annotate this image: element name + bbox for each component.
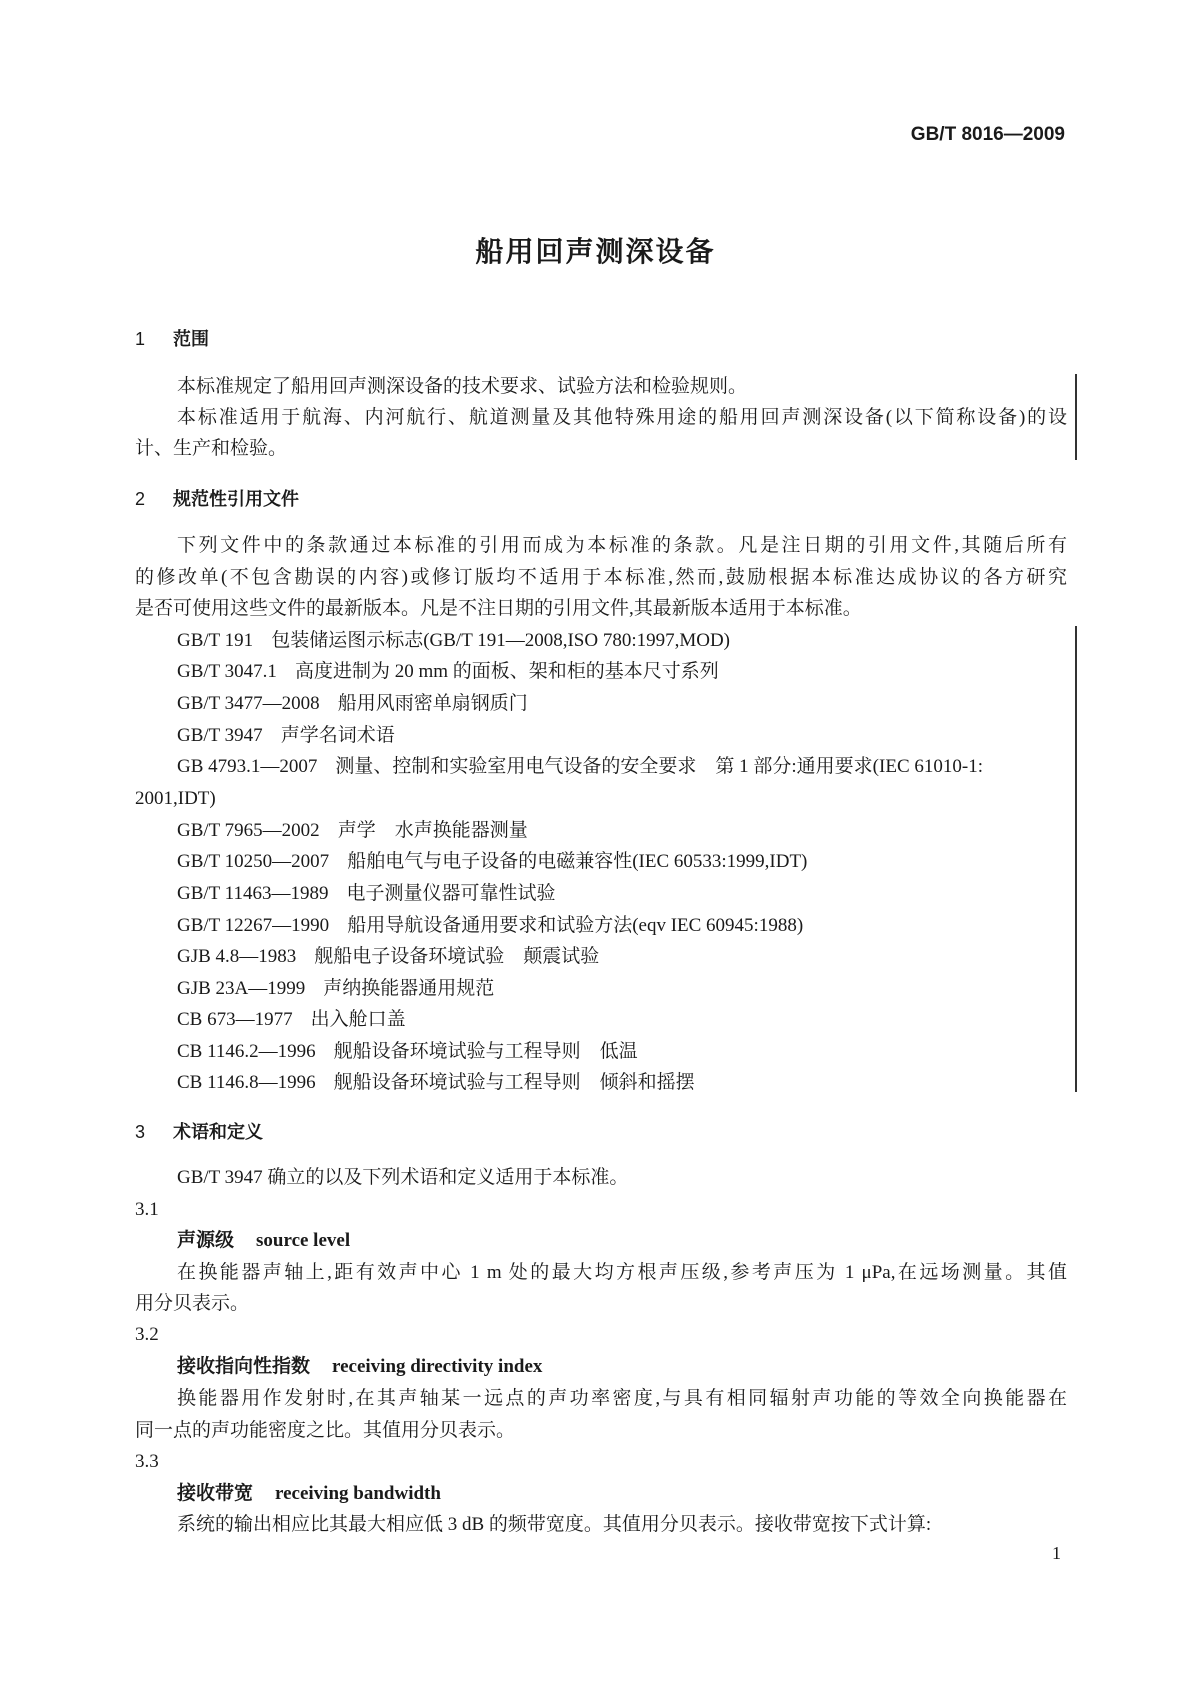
reference-item: CB 1146.2—1996 舰船设备环境试验与工程导则 低温 bbox=[177, 1041, 638, 1062]
reference-item: GB/T 191 包装储运图示标志(GB/T 191—2008,ISO 780:1997,MOD) bbox=[177, 630, 731, 651]
standard-number: GB/T 8016—2009 bbox=[910, 124, 1065, 145]
reference-item: CB 1146.8—1996 舰船设备环境试验与工程导则 倾斜和摇摆 bbox=[177, 1072, 695, 1093]
term-definition-line: 同一点的声功能密度之比。其值用分贝表示。 bbox=[135, 1420, 516, 1441]
reference-item: GB/T 7965—2002 声学 水声换能器测量 bbox=[177, 820, 528, 841]
paragraph-line: 是否可使用这些文件的最新版本。凡是不注日期的引用文件,其最新版本适用于本标准。 bbox=[135, 598, 862, 619]
section-title: 术语和定义 bbox=[173, 1122, 263, 1142]
reference-item: GB/T 12267—1990 船用导航设备通用要求和试验方法(eqv IEC 60945:1988) bbox=[177, 915, 804, 936]
reference-item: GB 4793.1—2007 测量、控制和实验室用电气设备的安全要求 第 1 部分:通用要求(IEC 61010-1: bbox=[177, 756, 983, 777]
term-definition-line: 用分贝表示。 bbox=[135, 1293, 250, 1314]
reference-item: GB/T 11463—1989 电子测量仪器可靠性试验 bbox=[177, 883, 556, 904]
section-2-heading bbox=[135, 483, 299, 515]
term-definition-line: 在换能器声轴上,距有效声中心 1 m 处的最大均方根声压级,参考声压为 1 μPa,在远场测量。其值 bbox=[177, 1262, 1067, 1283]
change-bar bbox=[1075, 374, 1077, 460]
section-1-heading bbox=[135, 323, 209, 355]
term-title: 声源级 source level bbox=[177, 1230, 351, 1251]
term-title: 接收带宽 receiving bandwidth bbox=[177, 1483, 441, 1504]
reference-item: GB/T 10250—2007 船舶电气与电子设备的电磁兼容性(IEC 60533:1999,IDT) bbox=[177, 851, 808, 872]
section-number: 3 bbox=[135, 1122, 146, 1142]
paragraph: GB/T 3947 确立的以及下列术语和定义适用于本标准。 bbox=[177, 1167, 629, 1188]
section-3-heading bbox=[135, 1116, 263, 1148]
term-title: 接收指向性指数 receiving directivity index bbox=[177, 1356, 543, 1377]
section-title: 规范性引用文件 bbox=[173, 489, 299, 509]
term-number: 3.2 bbox=[135, 1324, 159, 1345]
section-number: 2 bbox=[135, 489, 146, 509]
term-definition-line: 换能器用作发射时,在其声轴某一远点的声功率密度,与具有相同辐射声功能的等效全向换能器在 bbox=[177, 1388, 1067, 1409]
paragraph-line: 计、生产和检验。 bbox=[135, 438, 288, 459]
term-number: 3.1 bbox=[135, 1199, 159, 1220]
section-number: 1 bbox=[135, 329, 146, 349]
reference-item: GB/T 3047.1 高度进制为 20 mm 的面板、架和柜的基本尺寸系列 bbox=[177, 661, 719, 682]
reference-item: CB 673—1977 出入舱口盖 bbox=[177, 1009, 406, 1030]
paragraph-line: 下列文件中的条款通过本标准的引用而成为本标准的条款。凡是注日期的引用文件,其随后所有 bbox=[177, 535, 1067, 556]
reference-item-continuation: 2001,IDT) bbox=[135, 788, 216, 809]
paragraph: 本标准规定了船用回声测深设备的技术要求、试验方法和检验规则。 bbox=[177, 376, 748, 397]
paragraph-line: 的修改单(不包含勘误的内容)或修订版均不适用于本标准,然而,鼓励根据本标准达成协议的各方研究 bbox=[135, 567, 1067, 588]
change-bar bbox=[1075, 626, 1077, 1092]
reference-item: GB/T 3947 声学名词术语 bbox=[177, 725, 395, 746]
section-title: 范围 bbox=[173, 329, 209, 349]
term-definition-line: 系统的输出相应比其最大相应低 3 dB 的频带宽度。其值用分贝表示。接收带宽按下式计算: bbox=[177, 1514, 932, 1535]
reference-item: GJB 4.8—1983 舰船电子设备环境试验 颠震试验 bbox=[177, 946, 600, 967]
term-number: 3.3 bbox=[135, 1451, 159, 1472]
paragraph-line: 本标准适用于航海、内河航行、航道测量及其他特殊用途的船用回声测深设备(以下简称设备)的设 bbox=[177, 407, 1067, 428]
page-number: 1 bbox=[1052, 1543, 1061, 1563]
document-title: 船用回声测深设备 bbox=[475, 236, 716, 267]
reference-item: GB/T 3477—2008 船用风雨密单扇钢质门 bbox=[177, 693, 528, 714]
reference-item: GJB 23A—1999 声纳换能器通用规范 bbox=[177, 978, 495, 999]
